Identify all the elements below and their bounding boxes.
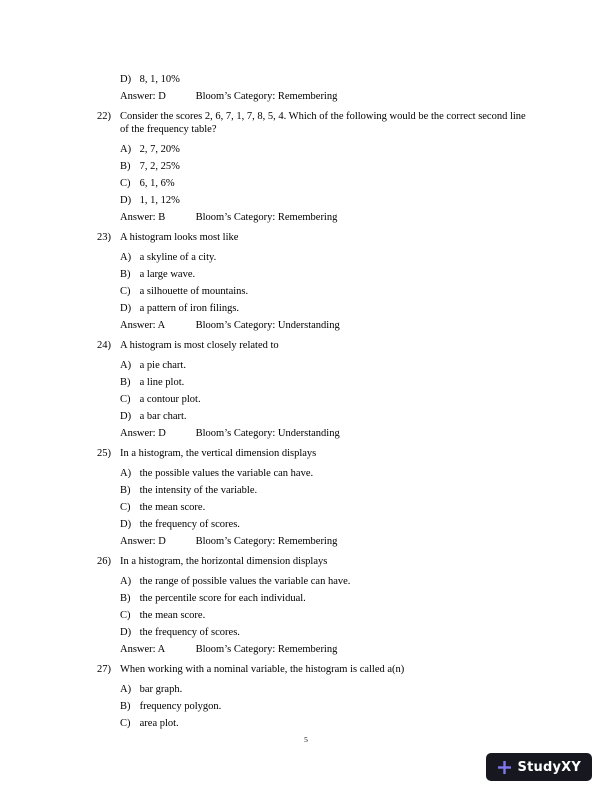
option-label: C) bbox=[120, 502, 131, 513]
question-block bbox=[97, 555, 533, 658]
question-block bbox=[97, 231, 533, 334]
options-list bbox=[120, 681, 533, 732]
question-block bbox=[97, 339, 533, 442]
answer-option bbox=[120, 71, 533, 88]
option-label: B) bbox=[120, 377, 131, 388]
question-number: 22) bbox=[97, 111, 111, 122]
question-text: A histogram looks most like bbox=[120, 232, 239, 243]
option-label: A) bbox=[120, 576, 132, 587]
question-text: In a histogram, the vertical dimension displays bbox=[120, 448, 317, 459]
option-text: frequency polygon. bbox=[139, 701, 222, 712]
answer-option bbox=[120, 516, 533, 533]
answer-option bbox=[120, 681, 533, 698]
question-head bbox=[97, 663, 533, 676]
options-list bbox=[120, 465, 533, 533]
question-block bbox=[97, 110, 533, 226]
option-text: the percentile score for each individual. bbox=[139, 593, 306, 604]
question-block bbox=[97, 663, 533, 732]
option-text: a line plot. bbox=[139, 377, 185, 388]
option-label: C) bbox=[120, 718, 131, 729]
answer-option bbox=[120, 573, 533, 590]
option-label: A) bbox=[120, 684, 132, 695]
option-text: a silhouette of mountains. bbox=[139, 286, 249, 297]
question-head bbox=[97, 447, 533, 460]
answer-option bbox=[120, 249, 533, 266]
bloom-category: Bloom’s Category: Understanding bbox=[195, 320, 340, 331]
answer-line bbox=[120, 209, 533, 226]
answer-option bbox=[120, 715, 533, 732]
option-label: A) bbox=[120, 144, 132, 155]
answer-line bbox=[120, 533, 533, 550]
answer-option bbox=[120, 607, 533, 624]
question-text: When working with a nominal variable, the histogram is called a(n) bbox=[120, 664, 405, 675]
answer-option bbox=[120, 698, 533, 715]
option-label: C) bbox=[120, 178, 131, 189]
options-list bbox=[120, 71, 533, 88]
questions-container bbox=[97, 66, 533, 737]
answer-option bbox=[120, 357, 533, 374]
answer-option bbox=[120, 374, 533, 391]
bloom-category: Bloom’s Category: Remembering bbox=[195, 91, 338, 102]
options-list bbox=[120, 141, 533, 209]
question-head bbox=[97, 339, 533, 352]
answer-line bbox=[120, 425, 533, 442]
option-label: D) bbox=[120, 627, 132, 638]
options-list bbox=[120, 573, 533, 641]
option-label: D) bbox=[120, 195, 132, 206]
bloom-category: Bloom’s Category: Remembering bbox=[195, 212, 338, 223]
option-text: 2, 7, 20% bbox=[139, 144, 180, 155]
option-text: 8, 1, 10% bbox=[139, 74, 180, 85]
answer-option bbox=[120, 624, 533, 641]
options-list bbox=[120, 249, 533, 317]
answer-option bbox=[120, 158, 533, 175]
option-text: a large wave. bbox=[139, 269, 196, 280]
answer-option bbox=[120, 482, 533, 499]
option-label: B) bbox=[120, 161, 131, 172]
option-label: A) bbox=[120, 360, 132, 371]
option-label: B) bbox=[120, 701, 131, 712]
answer-option bbox=[120, 192, 533, 209]
option-text: a skyline of a city. bbox=[139, 252, 217, 263]
option-text: the mean score. bbox=[139, 610, 206, 621]
question-number: 23) bbox=[97, 232, 111, 243]
bloom-category: Bloom’s Category: Remembering bbox=[195, 644, 338, 655]
answer-option bbox=[120, 590, 533, 607]
answer-value: Answer: D bbox=[120, 536, 166, 547]
option-text: a pattern of iron filings. bbox=[139, 303, 240, 314]
option-text: 7, 2, 25% bbox=[139, 161, 180, 172]
option-text: the mean score. bbox=[139, 502, 206, 513]
option-text: the range of possible values the variable can have. bbox=[139, 576, 351, 587]
option-label: D) bbox=[120, 411, 132, 422]
options-list bbox=[120, 357, 533, 425]
option-text: the intensity of the variable. bbox=[139, 485, 258, 496]
answer-option bbox=[120, 465, 533, 482]
page-number: 5 bbox=[304, 735, 308, 744]
answer-option bbox=[120, 283, 533, 300]
answer-line bbox=[120, 641, 533, 658]
question-head bbox=[97, 231, 533, 244]
answer-option bbox=[120, 391, 533, 408]
answer-option bbox=[120, 408, 533, 425]
option-text: a bar chart. bbox=[139, 411, 187, 422]
answer-value: Answer: A bbox=[120, 644, 166, 655]
answer-option bbox=[120, 141, 533, 158]
option-label: C) bbox=[120, 286, 131, 297]
question-text: A histogram is most closely related to bbox=[120, 340, 279, 351]
question-text: In a histogram, the horizontal dimension displays bbox=[120, 556, 328, 567]
option-text: the possible values the variable can have. bbox=[139, 468, 314, 479]
plus-icon bbox=[497, 760, 512, 775]
question-head bbox=[97, 555, 533, 568]
studyxy-logo bbox=[486, 753, 592, 781]
answer-option bbox=[120, 266, 533, 283]
question-head bbox=[97, 110, 533, 136]
option-text: a contour plot. bbox=[139, 394, 201, 405]
question-number: 25) bbox=[97, 448, 111, 459]
logo-text: StudyXY bbox=[517, 759, 581, 775]
answer-value: Answer: B bbox=[120, 212, 166, 223]
answer-value: Answer: D bbox=[120, 91, 166, 102]
option-label: C) bbox=[120, 610, 131, 621]
option-label: A) bbox=[120, 252, 132, 263]
answer-option bbox=[120, 175, 533, 192]
answer-line bbox=[120, 88, 533, 105]
option-text: bar graph. bbox=[139, 684, 183, 695]
option-label: B) bbox=[120, 593, 131, 604]
option-label: B) bbox=[120, 485, 131, 496]
option-text: a pie chart. bbox=[139, 360, 186, 371]
question-text: Consider the scores 2, 6, 7, 1, 7, 8, 5, 4. Which of the following would be the correct second line of the frequency table? bbox=[120, 111, 526, 135]
option-label: D) bbox=[120, 303, 132, 314]
option-text: 6, 1, 6% bbox=[139, 178, 175, 189]
option-label: D) bbox=[120, 519, 132, 530]
answer-value: Answer: D bbox=[120, 428, 166, 439]
answer-option bbox=[120, 300, 533, 317]
option-text: 1, 1, 12% bbox=[139, 195, 180, 206]
question-block bbox=[97, 447, 533, 550]
option-text: the frequency of scores. bbox=[139, 627, 240, 638]
option-text: the frequency of scores. bbox=[139, 519, 240, 530]
question-block bbox=[97, 71, 533, 105]
bloom-category: Bloom’s Category: Remembering bbox=[195, 536, 338, 547]
option-text: area plot. bbox=[139, 718, 179, 729]
answer-line bbox=[120, 317, 533, 334]
bloom-category: Bloom’s Category: Understanding bbox=[195, 428, 340, 439]
answer-value: Answer: A bbox=[120, 320, 166, 331]
answer-option bbox=[120, 499, 533, 516]
question-number: 24) bbox=[97, 340, 111, 351]
option-label: C) bbox=[120, 394, 131, 405]
question-number: 27) bbox=[97, 664, 111, 675]
option-label: B) bbox=[120, 269, 131, 280]
question-number: 26) bbox=[97, 556, 111, 567]
option-label: A) bbox=[120, 468, 132, 479]
option-label: D) bbox=[120, 74, 132, 85]
